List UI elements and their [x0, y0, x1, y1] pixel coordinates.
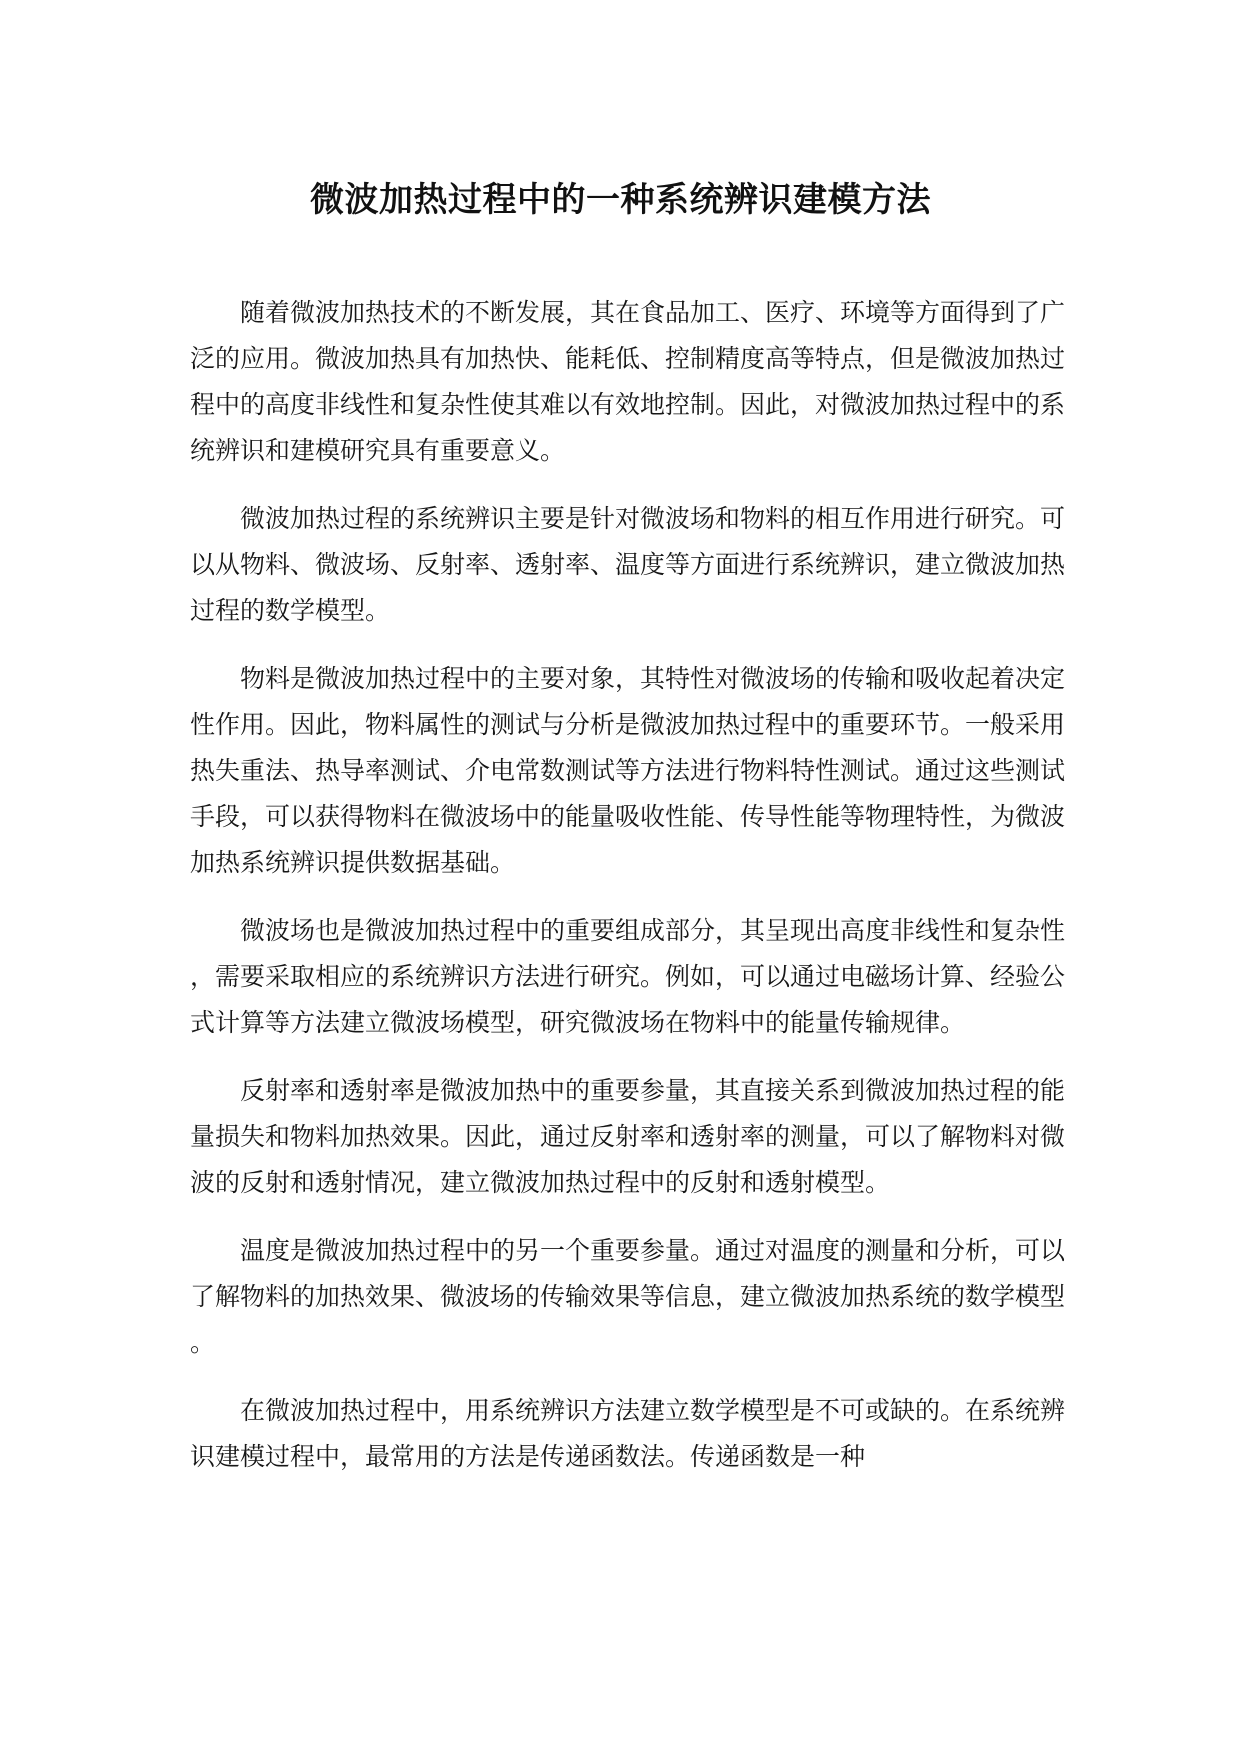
document-body [190, 290, 1070, 1502]
paragraph-6: 温度是微波加热过程中的另一个重要参量。通过对温度的测量和分析，可以了解物料的加热效果、微波场的传输效果等信息，建立微波加热系统的数学模型。 [190, 1236, 1066, 1357]
paragraph-7: 在微波加热过程中，用系统辨识方法建立数学模型是不可或缺的。在系统辨识建模过程中，最常用的方法是传递函数法。传递函数是一种 [190, 1396, 1066, 1471]
paragraph-4: 微波场也是微波加热过程中的重要组成部分，其呈现出高度非线性和复杂性，需要采取相应的系统辨识方法进行研究。例如，可以通过电磁场计算、经验公式计算等方法建立微波场模型，研究微波场在物料中的能量传输规律。 [190, 916, 1066, 1037]
paragraph-2: 微波加热过程的系统辨识主要是针对微波场和物料的相互作用进行研究。可以从物料、微波场、反射率、透射率、温度等方面进行系统辨识，建立微波加热过程的数学模型。 [190, 504, 1066, 625]
paragraph-1: 随着微波加热技术的不断发展，其在食品加工、医疗、环境等方面得到了广泛的应用。微波加热具有加热快、能耗低、控制精度高等特点，但是微波加热过程中的高度非线性和复杂性使其难以有效地控制。因此，对微波加热过程中的系统辨识和建模研究具有重要意义。 [190, 298, 1066, 465]
paragraph-3: 物料是微波加热过程中的主要对象，其特性对微波场的传输和吸收起着决定性作用。因此，物料属性的测试与分析是微波加热过程中的重要环节。一般采用热失重法、热导率测试、介电常数测试等方法进行物料特性测试。通过这些测试手段，可以获得物料在微波场中的能量吸收性能、传导性能等物理特性，为微波加热系统辨识提供数据基础。 [190, 664, 1066, 877]
document-title: 微波加热过程中的一种系统辨识建模方法 [310, 180, 931, 220]
paragraph-5: 反射率和透射率是微波加热中的重要参量，其直接关系到微波加热过程的能量损失和物料加热效果。因此，通过反射率和透射率的测量，可以了解物料对微波的反射和透射情况，建立微波加热过程中的反射和透射模型。 [190, 1076, 1066, 1197]
